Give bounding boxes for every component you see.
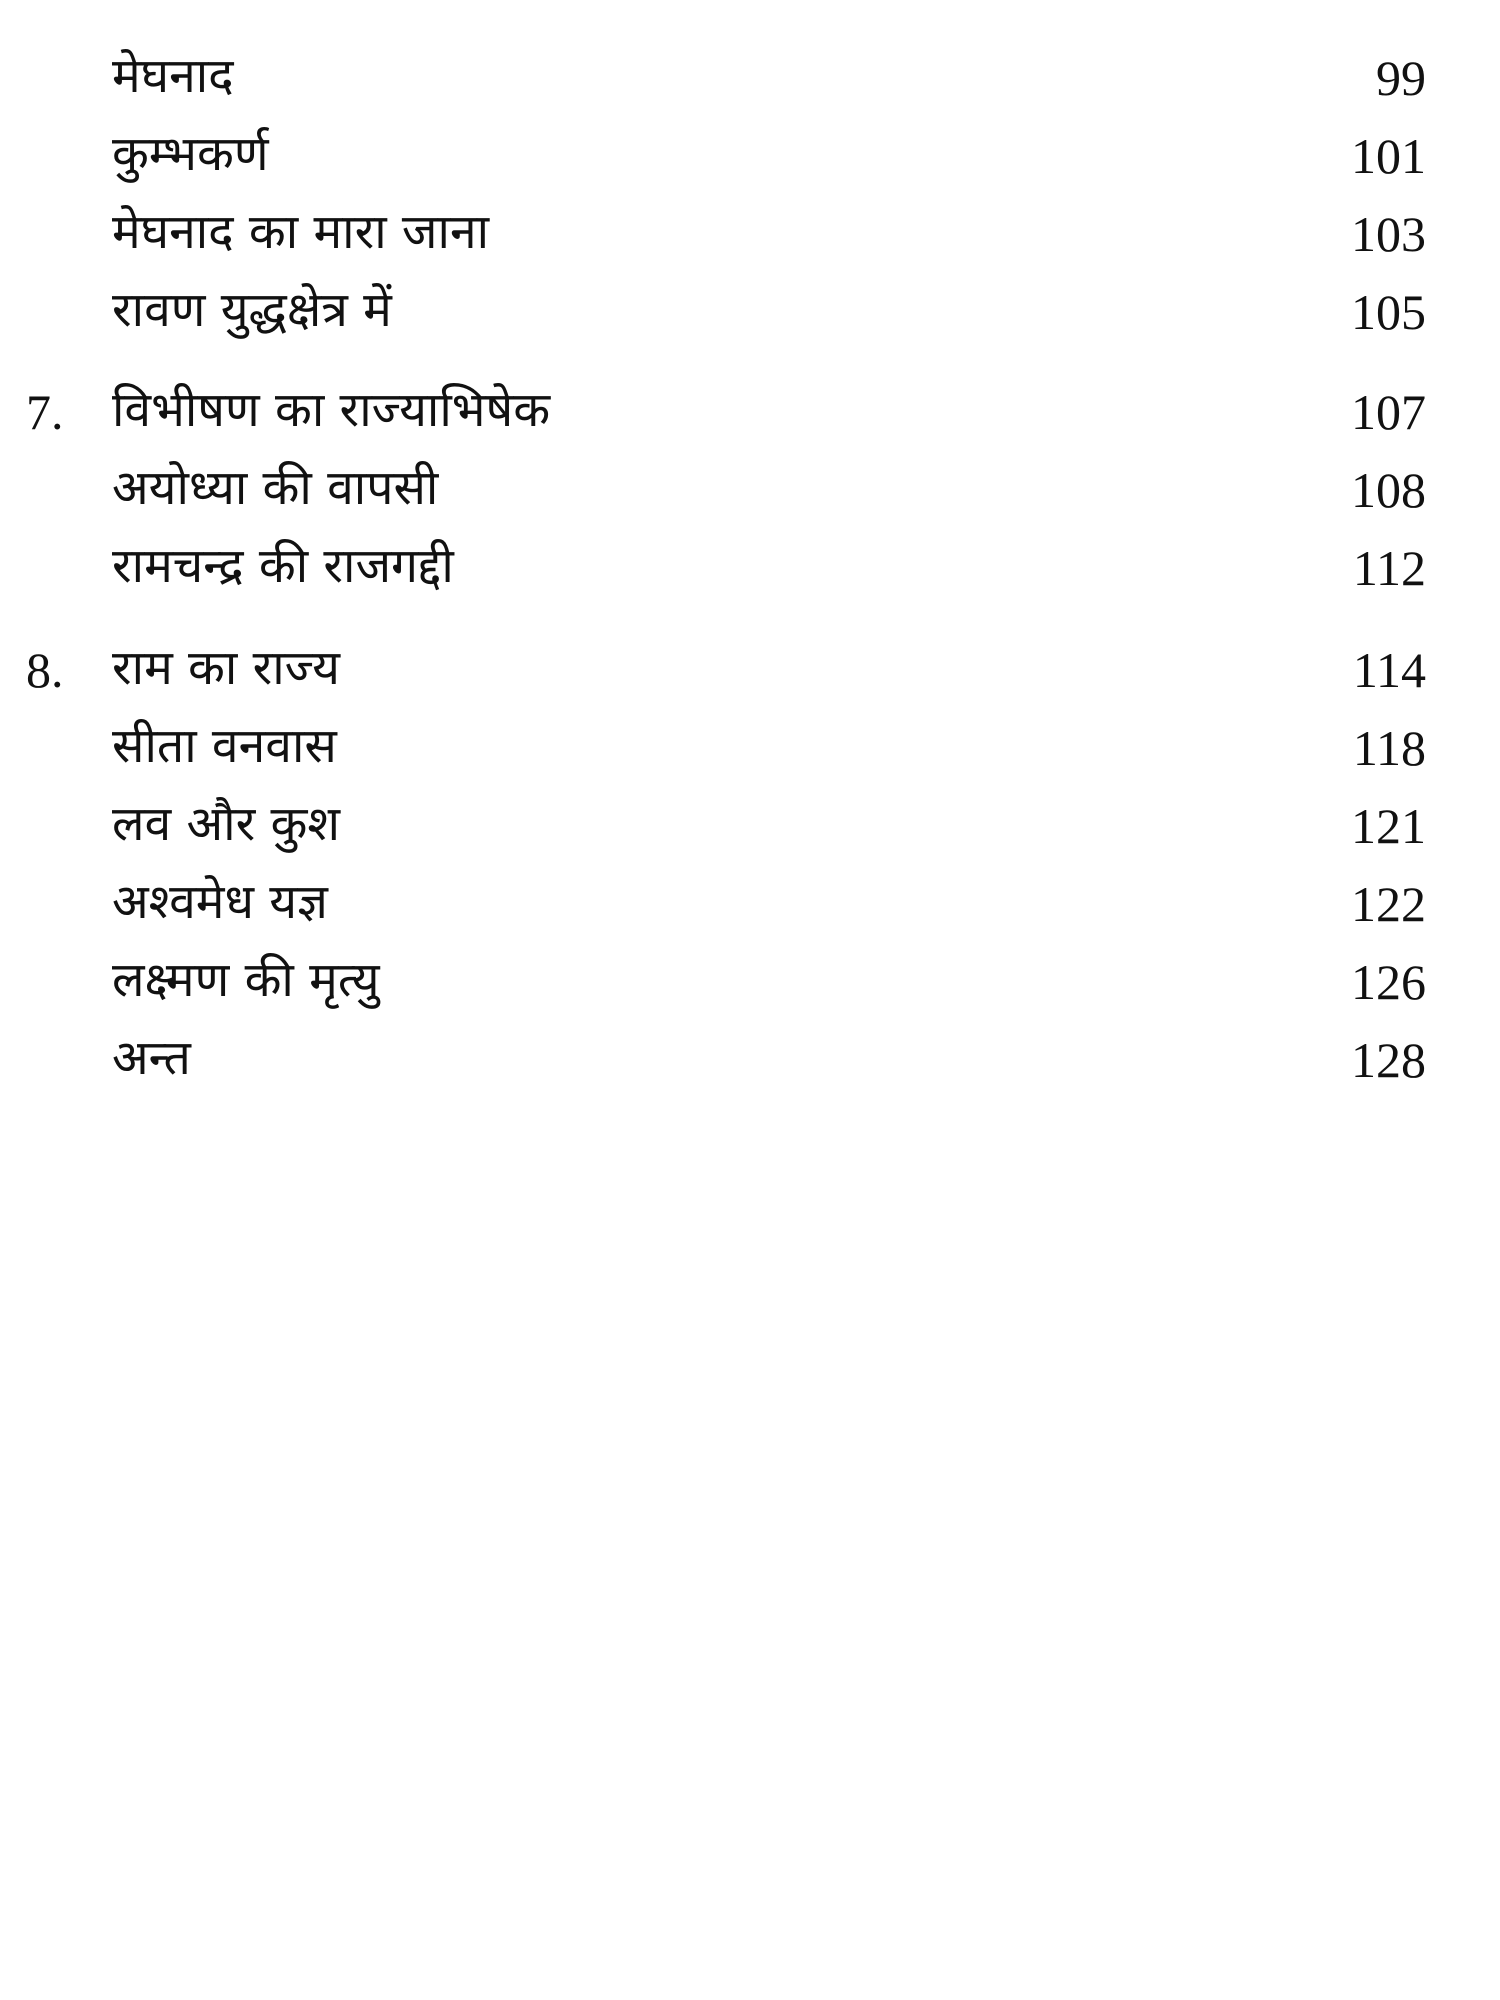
page-number: 114 — [1352, 642, 1426, 698]
chapter-number: 8. — [26, 642, 64, 698]
toc-entry — [0, 202, 1500, 262]
page-number: 126 — [1351, 954, 1426, 1010]
entry-title: रावण युद्धक्षेत्र में — [112, 282, 392, 338]
page-number: 107 — [1351, 384, 1426, 440]
entry-title: अश्वमेध यज्ञ — [112, 874, 328, 930]
toc-entry — [0, 380, 1500, 440]
toc-entry — [0, 950, 1500, 1010]
toc-entry — [0, 46, 1500, 106]
toc-entry — [0, 872, 1500, 932]
page-number: 121 — [1351, 798, 1426, 854]
entry-title: राम का राज्य — [112, 640, 340, 696]
page-number: 105 — [1351, 284, 1426, 340]
toc-entry — [0, 124, 1500, 184]
entry-title: विभीषण का राज्याभिषेक — [112, 382, 551, 438]
toc-entry — [0, 536, 1500, 596]
entry-title: कुम्भकर्ण — [112, 126, 269, 182]
entry-title: लक्ष्मण की मृत्यु — [112, 952, 380, 1008]
entry-title: रामचन्द्र की राजगद्दी — [112, 538, 454, 594]
toc-entry — [0, 1028, 1500, 1088]
toc-entry — [0, 638, 1500, 698]
page-number: 112 — [1352, 540, 1426, 596]
entry-title: अन्त — [112, 1030, 191, 1086]
entry-title: अयोध्या की वापसी — [112, 460, 439, 516]
entry-title: मेघनाद का मारा जाना — [112, 204, 490, 260]
page-number: 128 — [1351, 1032, 1426, 1088]
toc-entry — [0, 794, 1500, 854]
page-number: 108 — [1351, 462, 1426, 518]
page-number: 122 — [1351, 876, 1426, 932]
entry-title: सीता वनवास — [112, 718, 337, 774]
page-number: 103 — [1351, 206, 1426, 262]
chapter-number: 7. — [26, 384, 64, 440]
entry-title: लव और कुश — [112, 796, 340, 852]
page-number: 101 — [1351, 128, 1426, 184]
page-number: 99 — [1376, 50, 1426, 106]
page-number: 118 — [1352, 720, 1426, 776]
toc-entry — [0, 458, 1500, 518]
toc-entry — [0, 716, 1500, 776]
toc-entry — [0, 280, 1500, 340]
entry-title: मेघनाद — [112, 48, 234, 104]
